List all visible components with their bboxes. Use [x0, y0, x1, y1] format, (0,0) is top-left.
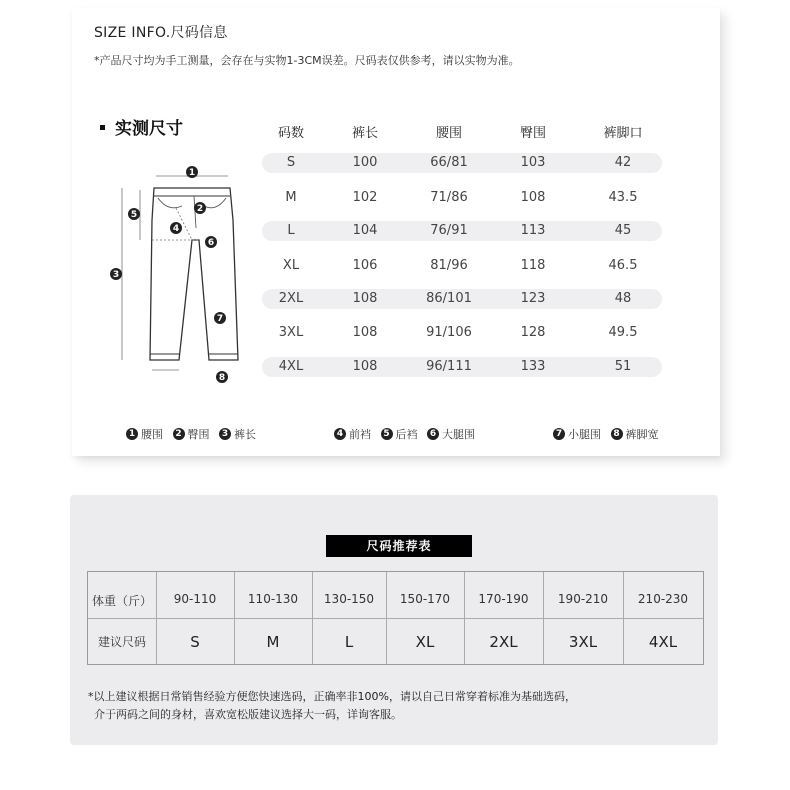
number-badge-icon: 2: [173, 428, 185, 440]
table-cell: 4XL: [278, 359, 304, 374]
table-row: [262, 221, 662, 241]
table-cell: 96/111: [426, 359, 472, 374]
legend-group-1: [126, 426, 262, 442]
table-cell: 118: [520, 258, 546, 273]
table-cell: 81/96: [430, 258, 468, 273]
weight-cell: 210-230: [637, 592, 689, 606]
marker-label: 3: [112, 270, 120, 280]
legend-label: 腰围: [141, 428, 163, 441]
size-cell: 2XL: [489, 633, 518, 651]
legend-item: [173, 426, 210, 442]
size-table-header: [262, 120, 662, 140]
size-cell: M: [266, 633, 280, 651]
marker-label: 5: [130, 210, 138, 220]
table-cell: 46.5: [608, 258, 638, 273]
legend-label: 大腿围: [442, 428, 475, 441]
legend-item: [381, 426, 418, 442]
table-cell: 108: [520, 190, 546, 205]
legend-label: 裤脚宽: [625, 428, 659, 441]
table-cell: 45: [614, 223, 632, 238]
table-cell: 100: [352, 155, 378, 170]
page-title: SIZE INFO.尺码信息: [94, 25, 228, 41]
table-row: [262, 323, 662, 343]
table-cell: 3XL: [278, 325, 304, 340]
marker-label: 2: [196, 204, 204, 214]
recommend-table: [87, 571, 704, 665]
marker-label: 6: [207, 238, 215, 248]
weight-cell: 130-150: [323, 592, 375, 606]
legend-item: [611, 426, 659, 442]
table-cell: 102: [352, 190, 378, 205]
table-cell: XL: [282, 258, 300, 273]
legend-label: 小腿围: [568, 428, 601, 441]
size-cell: 3XL: [568, 633, 598, 651]
marker-label: 1: [188, 168, 196, 178]
legend-label: 前裆: [349, 428, 371, 441]
legend-label: 臀围: [187, 428, 210, 441]
footnote-line: *以上建议根据日常销售经验方便您快速选码，正确率非100%，请以自己日常穿着标准为基础选码，: [88, 690, 576, 703]
column-header: 码数: [277, 126, 304, 141]
number-badge-icon: 4: [334, 428, 346, 440]
legend-label: 后裆: [395, 428, 418, 441]
number-badge-icon: 7: [553, 428, 565, 440]
table-row: [262, 188, 662, 208]
footnote-line: 介于两码之间的身材，喜欢宽松版建议选择大一码，详询客服。: [94, 708, 402, 721]
recommend-banner: 尺码推荐表: [326, 535, 472, 557]
weight-cell: 170-190: [478, 592, 529, 606]
table-row: [262, 256, 662, 276]
table-cell: 43.5: [608, 190, 638, 205]
table-row: [262, 357, 662, 377]
table-cell: 128: [520, 325, 546, 340]
table-cell: 106: [352, 258, 378, 273]
weight-row-label: 体重（斤）: [91, 594, 152, 608]
table-cell: 49.5: [608, 325, 638, 340]
table-cell: 66/81: [430, 155, 468, 170]
table-row: [262, 289, 662, 309]
table-cell: 113: [520, 223, 546, 238]
size-cell: S: [190, 633, 200, 651]
number-badge-icon: 3: [219, 428, 231, 440]
table-cell: 51: [614, 359, 632, 374]
legend-label: 裤长: [234, 428, 256, 441]
table-cell: 2XL: [278, 291, 304, 306]
table-cell: 133: [520, 359, 546, 374]
size-cell: XL: [415, 633, 435, 651]
number-badge-icon: 6: [427, 428, 439, 440]
table-cell: 108: [352, 325, 378, 340]
pants-diagram-icon: [104, 160, 244, 390]
legend-group-3: [553, 426, 665, 442]
legend-item: [126, 426, 163, 442]
number-badge-icon: 1: [126, 428, 138, 440]
table-cell: 48: [614, 291, 632, 306]
legend-group-2: [334, 426, 481, 442]
table-cell: L: [287, 223, 295, 238]
table-cell: M: [285, 190, 297, 205]
table-cell: 71/86: [430, 190, 468, 205]
marker-label: 4: [172, 224, 180, 234]
section-heading-text: 实测尺寸: [115, 119, 183, 139]
legend-item: [334, 426, 371, 442]
weight-cell: 190-210: [557, 592, 609, 606]
legend-item: [427, 426, 475, 442]
measurement-note: *产品尺寸均为手工测量，会存在与实物1-3CM误差。尺码表仅供参考，请以实物为准。: [94, 54, 520, 67]
size-row-label: 建议尺码: [97, 635, 146, 649]
size-cell: L: [344, 633, 354, 651]
table-cell: S: [286, 155, 296, 170]
number-badge-icon: 8: [611, 428, 623, 440]
marker-label: 8: [218, 373, 226, 383]
table-cell: 103: [520, 155, 546, 170]
weight-cell: 90-110: [173, 592, 217, 606]
column-header: 裤长: [351, 126, 378, 141]
weight-cell: 150-170: [399, 592, 451, 606]
table-cell: 123: [520, 291, 546, 306]
legend-item: [553, 426, 601, 442]
legend-item: [219, 426, 256, 442]
table-cell: 91/106: [426, 325, 472, 340]
table-cell: 76/91: [430, 223, 468, 238]
bullet-icon: [100, 125, 105, 130]
column-header: 腰围: [435, 126, 462, 141]
weight-cell: 110-130: [247, 592, 299, 606]
section-heading: [100, 114, 183, 139]
recommend-footnote: [88, 688, 576, 724]
column-header: 臀围: [519, 126, 546, 141]
table-cell: 86/101: [426, 291, 472, 306]
marker-label: 7: [216, 314, 224, 324]
column-header: 裤脚口: [603, 126, 643, 141]
number-badge-icon: 5: [381, 428, 393, 440]
table-cell: 42: [614, 155, 632, 170]
table-cell: 108: [352, 291, 378, 306]
table-row: [262, 153, 662, 173]
size-cell: 4XL: [648, 633, 678, 651]
table-cell: 104: [352, 223, 378, 238]
table-cell: 108: [352, 359, 378, 374]
divider: [88, 618, 703, 619]
